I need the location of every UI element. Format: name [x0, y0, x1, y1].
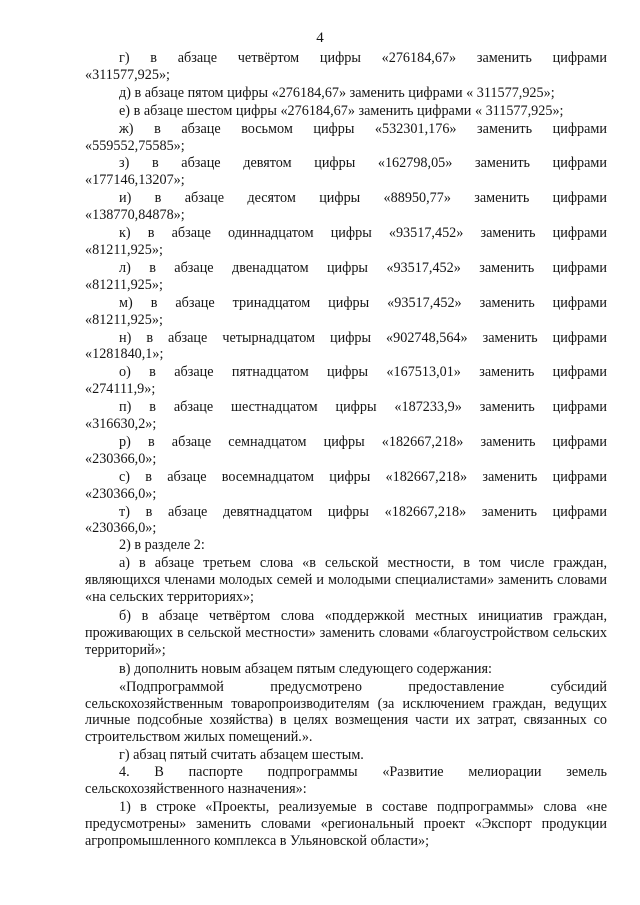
- amendment-text: и) в абзаце десятом цифры «88950,77» заменить цифрами: [119, 190, 607, 207]
- amendment-new-value: «138770,84878»;: [85, 207, 185, 224]
- section-4-heading: 4. В паспорте подпрограммы «Развитие мелиорации земель сельскохозяйственного назначения»:: [85, 764, 607, 798]
- amendment-text: п) в абзаце шестнадцатом цифры «187233,9» заменить цифрами: [119, 399, 607, 416]
- amendment-new-value: «81211,925»;: [85, 276, 163, 293]
- amendment-text: с) в абзаце восемнадцатом цифры «182667,218» заменить цифрами: [119, 468, 607, 485]
- amendment-item: [85, 364, 607, 398]
- section-2-item-g: г) абзац пятый считать абзацем шестым.: [119, 747, 364, 764]
- amendment-new-value: «230366,0»;: [85, 520, 157, 537]
- section-4-item-1: 1) в строке «Проекты, реализуемые в составе подпрограммы» слова «не предусмотрены» заменить словами «региональный проект «Экспорт продукции агропромышленного комплекса в Ульяновской области»;: [85, 798, 607, 849]
- amendment-item: [85, 50, 607, 84]
- amendment-new-value: «311577,925»;: [85, 66, 170, 83]
- document-body: [85, 50, 607, 850]
- amendment-item: [85, 103, 607, 120]
- section-2-heading: 2) в разделе 2:: [119, 537, 205, 554]
- amendment-item: [85, 469, 607, 503]
- amendment-text: о) в абзаце пятнадцатом цифры «167513,01» заменить цифрами: [119, 364, 607, 381]
- amendment-text: р) в абзаце семнадцатом цифры «182667,218» заменить цифрами: [119, 433, 607, 450]
- amendment-item: [85, 260, 607, 294]
- amendment-item: [85, 330, 607, 364]
- amendment-text: т) в абзаце девятнадцатом цифры «182667,218» заменить цифрами: [119, 503, 607, 520]
- amendment-text: г) в абзаце четвёртом цифры «276184,67» заменить цифрами: [119, 50, 607, 66]
- amendment-text: м) в абзаце тринадцатом цифры «93517,452» заменить цифрами: [119, 294, 607, 311]
- amendment-new-value: «316630,2»;: [85, 416, 157, 433]
- page-number: 4: [316, 30, 324, 46]
- amendment-new-value: «559552,75585»;: [85, 137, 185, 154]
- amendment-item: [85, 190, 607, 224]
- amendment-item: [85, 155, 607, 189]
- amendment-text: е) в абзаце шестом цифры «276184,67» заменить цифрами « 311577,925»;: [119, 102, 564, 119]
- amendment-text: ж) в абзаце восьмом цифры «532301,176» заменить цифрами: [119, 120, 607, 137]
- amendment-item: [85, 399, 607, 433]
- amendment-item: [85, 225, 607, 259]
- section-2-item-b: б) в абзаце четвёртом слова «поддержкой местных инициатив граждан, проживающих в сельской местности» заменить словами «благоустройством сельских территорий»;: [85, 608, 607, 658]
- amendment-item: [85, 434, 607, 468]
- amendment-new-value: «230366,0»;: [85, 485, 157, 502]
- amendment-text: н) в абзаце четырнадцатом цифры «902748,564» заменить цифрами: [119, 329, 607, 346]
- amendment-item: [85, 295, 607, 329]
- amendment-item: [85, 504, 607, 538]
- amendment-new-value: «274111,9»;: [85, 381, 156, 398]
- section-2-item-v: в) дополнить новым абзацем пятым следующего содержания:: [119, 660, 492, 677]
- amendment-text: к) в абзаце одиннадцатом цифры «93517,452» заменить цифрами: [119, 225, 607, 242]
- amendment-new-value: «230366,0»;: [85, 450, 157, 467]
- amendment-new-value: «81211,925»;: [85, 311, 163, 328]
- section-2-item-a: а) в абзаце третьем слова «в сельской местности, в том числе граждан, являющихся членами молодых семей и молодыми специалистами» заменить словами «на сельских территориях»;: [85, 555, 607, 606]
- amendment-text: л) в абзаце двенадцатом цифры «93517,452» заменить цифрами: [119, 259, 607, 276]
- amendment-text: д) в абзаце пятом цифры «276184,67» заменить цифрами « 311577,925»;: [119, 84, 555, 101]
- section-2-quote: «Подпрограммой предусмотрено предоставление субсидий сельскохозяйственным товаропроизводителям (за исключением граждан, ведущих личные подсобные хозяйства) в целях возмещения части их затрат, связанных со строительством жилых помещений.».: [85, 678, 607, 746]
- amendment-list: [85, 50, 607, 537]
- amendment-item: [85, 85, 607, 102]
- amendment-new-value: «81211,925»;: [85, 241, 163, 258]
- amendment-text: з) в абзаце девятом цифры «162798,05» заменить цифрами: [119, 155, 607, 172]
- amendment-item: [85, 121, 607, 155]
- amendment-new-value: «177146,13207»;: [85, 172, 185, 189]
- amendment-new-value: «1281840,1»;: [85, 346, 164, 363]
